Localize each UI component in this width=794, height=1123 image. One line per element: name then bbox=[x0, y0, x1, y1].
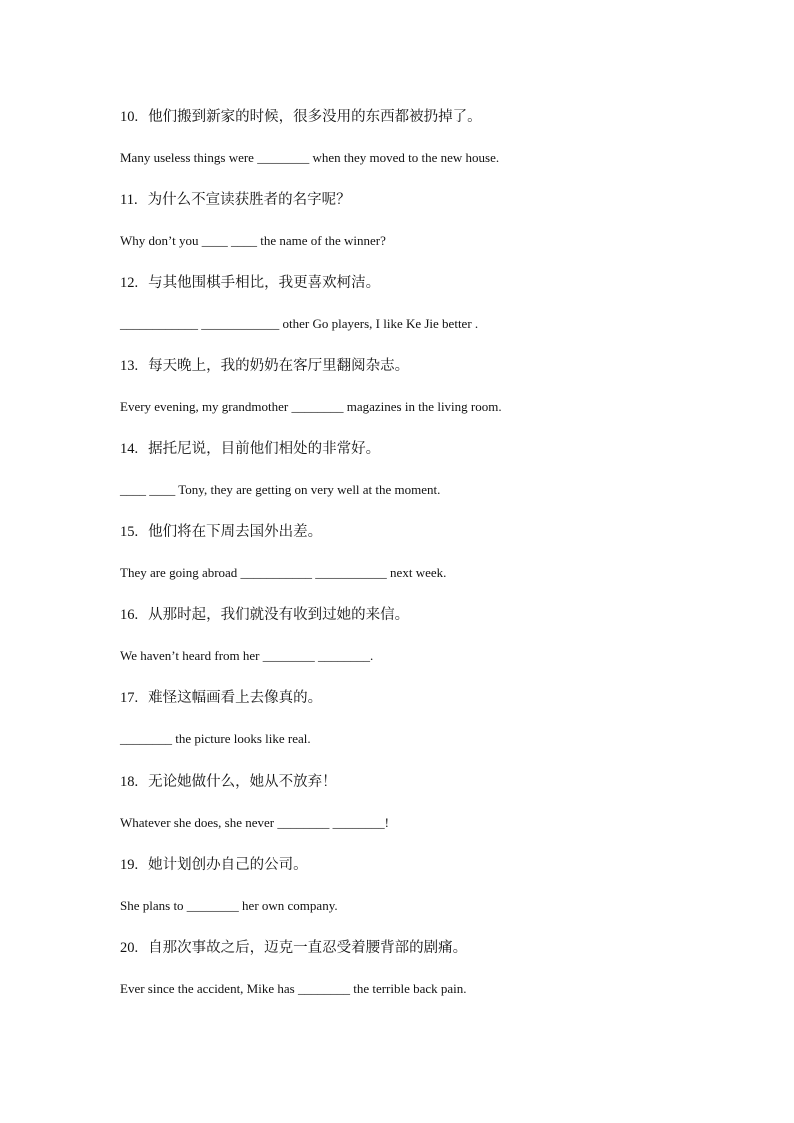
english-sentence: Many useless things were ________ when they moved to the new house. bbox=[120, 150, 500, 165]
question-number: 13. bbox=[120, 358, 139, 374]
question-number: 18. bbox=[120, 774, 139, 790]
question-number: 14. bbox=[120, 441, 139, 457]
english-sentence: ________ the picture looks like real. bbox=[120, 731, 311, 746]
question-prompt bbox=[120, 689, 322, 707]
question-prompt bbox=[120, 191, 351, 209]
question-prompt bbox=[120, 606, 409, 624]
english-sentence: They are going abroad ___________ ___________ next week. bbox=[120, 565, 447, 580]
chinese-sentence: 自那次事故之后，迈克一直忍受着腰背部的剧痛。 bbox=[148, 940, 468, 956]
chinese-sentence: 为什么不宣读获胜者的名字呢？ bbox=[147, 192, 351, 208]
english-sentence: ____ ____ Tony, they are getting on very well at the moment. bbox=[120, 482, 441, 497]
chinese-sentence: 他们搬到新家的时候，很多没用的东西都被扔掉了。 bbox=[148, 109, 482, 125]
question-prompt bbox=[120, 108, 482, 126]
chinese-sentence: 每天晚上，我的奶奶在客厅里翻阅杂志。 bbox=[148, 358, 410, 374]
chinese-sentence: 据托尼说，目前他们相处的非常好。 bbox=[148, 441, 381, 457]
chinese-sentence: 从那时起，我们就没有收到过她的来信。 bbox=[148, 607, 410, 623]
question-prompt bbox=[120, 939, 467, 957]
english-sentence: She plans to ________ her own company. bbox=[120, 898, 338, 913]
question-prompt bbox=[120, 440, 380, 458]
question-number: 11. bbox=[120, 192, 138, 208]
chinese-sentence: 难怪这幅画看上去像真的。 bbox=[148, 690, 323, 706]
english-sentence: Why don’t you ____ ____ the name of the winner? bbox=[120, 233, 386, 248]
chinese-sentence: 与其他围棋手相比，我更喜欢柯洁。 bbox=[148, 275, 381, 291]
chinese-sentence: 他们将在下周去国外出差。 bbox=[148, 524, 323, 540]
english-sentence: Every evening, my grandmother ________ magazines in the living room. bbox=[120, 399, 502, 414]
question-prompt bbox=[120, 357, 409, 375]
question-number: 17. bbox=[120, 690, 139, 706]
english-sentence: We haven’t heard from her ________ ________. bbox=[120, 648, 374, 663]
question-number: 15. bbox=[120, 524, 139, 540]
question-number: 12. bbox=[120, 275, 139, 291]
english-sentence: ____________ ____________ other Go players, I like Ke Jie better . bbox=[120, 316, 479, 331]
question-number: 16. bbox=[120, 607, 139, 623]
chinese-sentence: 她计划创办自己的公司。 bbox=[148, 857, 308, 873]
question-number: 10. bbox=[120, 109, 139, 125]
chinese-sentence: 无论她做什么，她从不放弃！ bbox=[148, 774, 337, 790]
question-prompt bbox=[120, 274, 380, 292]
question-prompt bbox=[120, 856, 308, 874]
english-sentence: Ever since the accident, Mike has ________ the terrible back pain. bbox=[120, 981, 467, 996]
question-prompt bbox=[120, 523, 322, 541]
question-prompt bbox=[120, 773, 337, 791]
english-sentence: Whatever she does, she never ________ ________! bbox=[120, 815, 389, 830]
question-number: 19. bbox=[120, 857, 139, 873]
question-number: 20. bbox=[120, 940, 139, 956]
